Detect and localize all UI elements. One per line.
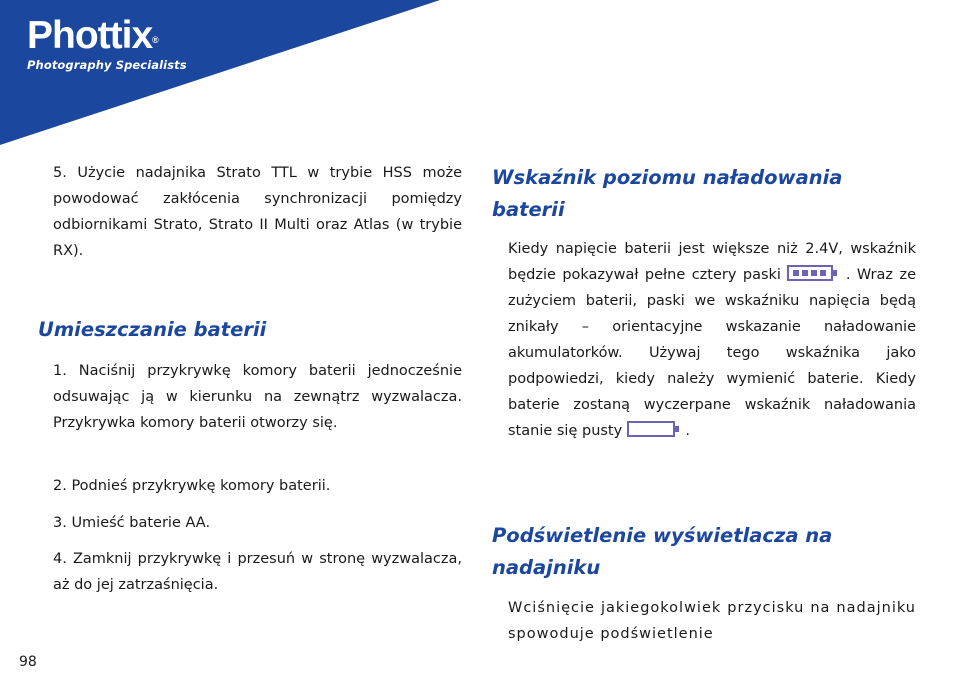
- heading-battery-install: Umieszczanie baterii: [38, 318, 267, 341]
- brand-logo: [27, 14, 187, 72]
- logo-text: Phottix®: [27, 14, 158, 57]
- battery-empty-icon: [627, 420, 681, 438]
- backlight-text: [508, 595, 916, 647]
- note-5-text: 5. Użycie nadajnika Strato TTL w trybie HSS może powodować zakłócenia synchronizacji pomiędzy odbiornikami Strato, Strato II Multi oraz Atlas (w trybie RX).: [53, 165, 462, 259]
- install-step-2: [53, 473, 462, 499]
- heading-battery-indicator: Wskaźnik poziomu naładowania baterii: [492, 166, 843, 221]
- battery-indicator-text: [508, 236, 916, 444]
- note-5: [53, 160, 462, 264]
- step-4-text: 4. Zamknij przykrywkę i przesuń w stronę wyzwalacza, aż do jej zatrzaśnięcia.: [53, 551, 462, 593]
- battery-text-part-2: . Wraz ze zużyciem baterii, paski we wskaźniku napięcia będą znikały – orientacyjne wskazanie naładowanie akumulatorków. Używaj tego wskaźnika jako podpowiedzi, kiedy należy wymienić baterie. Kiedy baterie zostaną wyczerpane wskaźnik naładowania stanie się pusty: [508, 267, 916, 439]
- page-number: 98: [19, 654, 37, 670]
- battery-full-icon: [787, 264, 839, 282]
- backlight-paragraph: Wciśnięcie jakiegokolwiek przycisku na nadajniku spowoduje podświetlenie: [508, 600, 916, 642]
- step-3-text: 3. Umieść baterie AA.: [53, 515, 211, 531]
- install-step-3: [53, 510, 462, 536]
- install-step-1: [53, 358, 462, 436]
- step-1-text: 1. Naciśnij przykrywkę komory baterii jednocześnie odsuwając ją w kierunku na zewnątrz wyzwalacza. Przykrywka komory baterii otworzy się.: [53, 363, 462, 431]
- battery-text-part-3: .: [685, 423, 691, 439]
- tagline: Photography Specialists: [27, 58, 187, 72]
- install-step-4: [53, 546, 462, 598]
- heading-backlight: Podświetlenie wyświetlacza na nadajniku: [492, 524, 833, 579]
- step-2-text: 2. Podnieś przykrywkę komory baterii.: [53, 478, 331, 494]
- battery-text-part-1: Kiedy napięcie baterii jest większe niż 2.4V, wskaźnik będzie pokazywał pełne cztery paski: [508, 241, 916, 283]
